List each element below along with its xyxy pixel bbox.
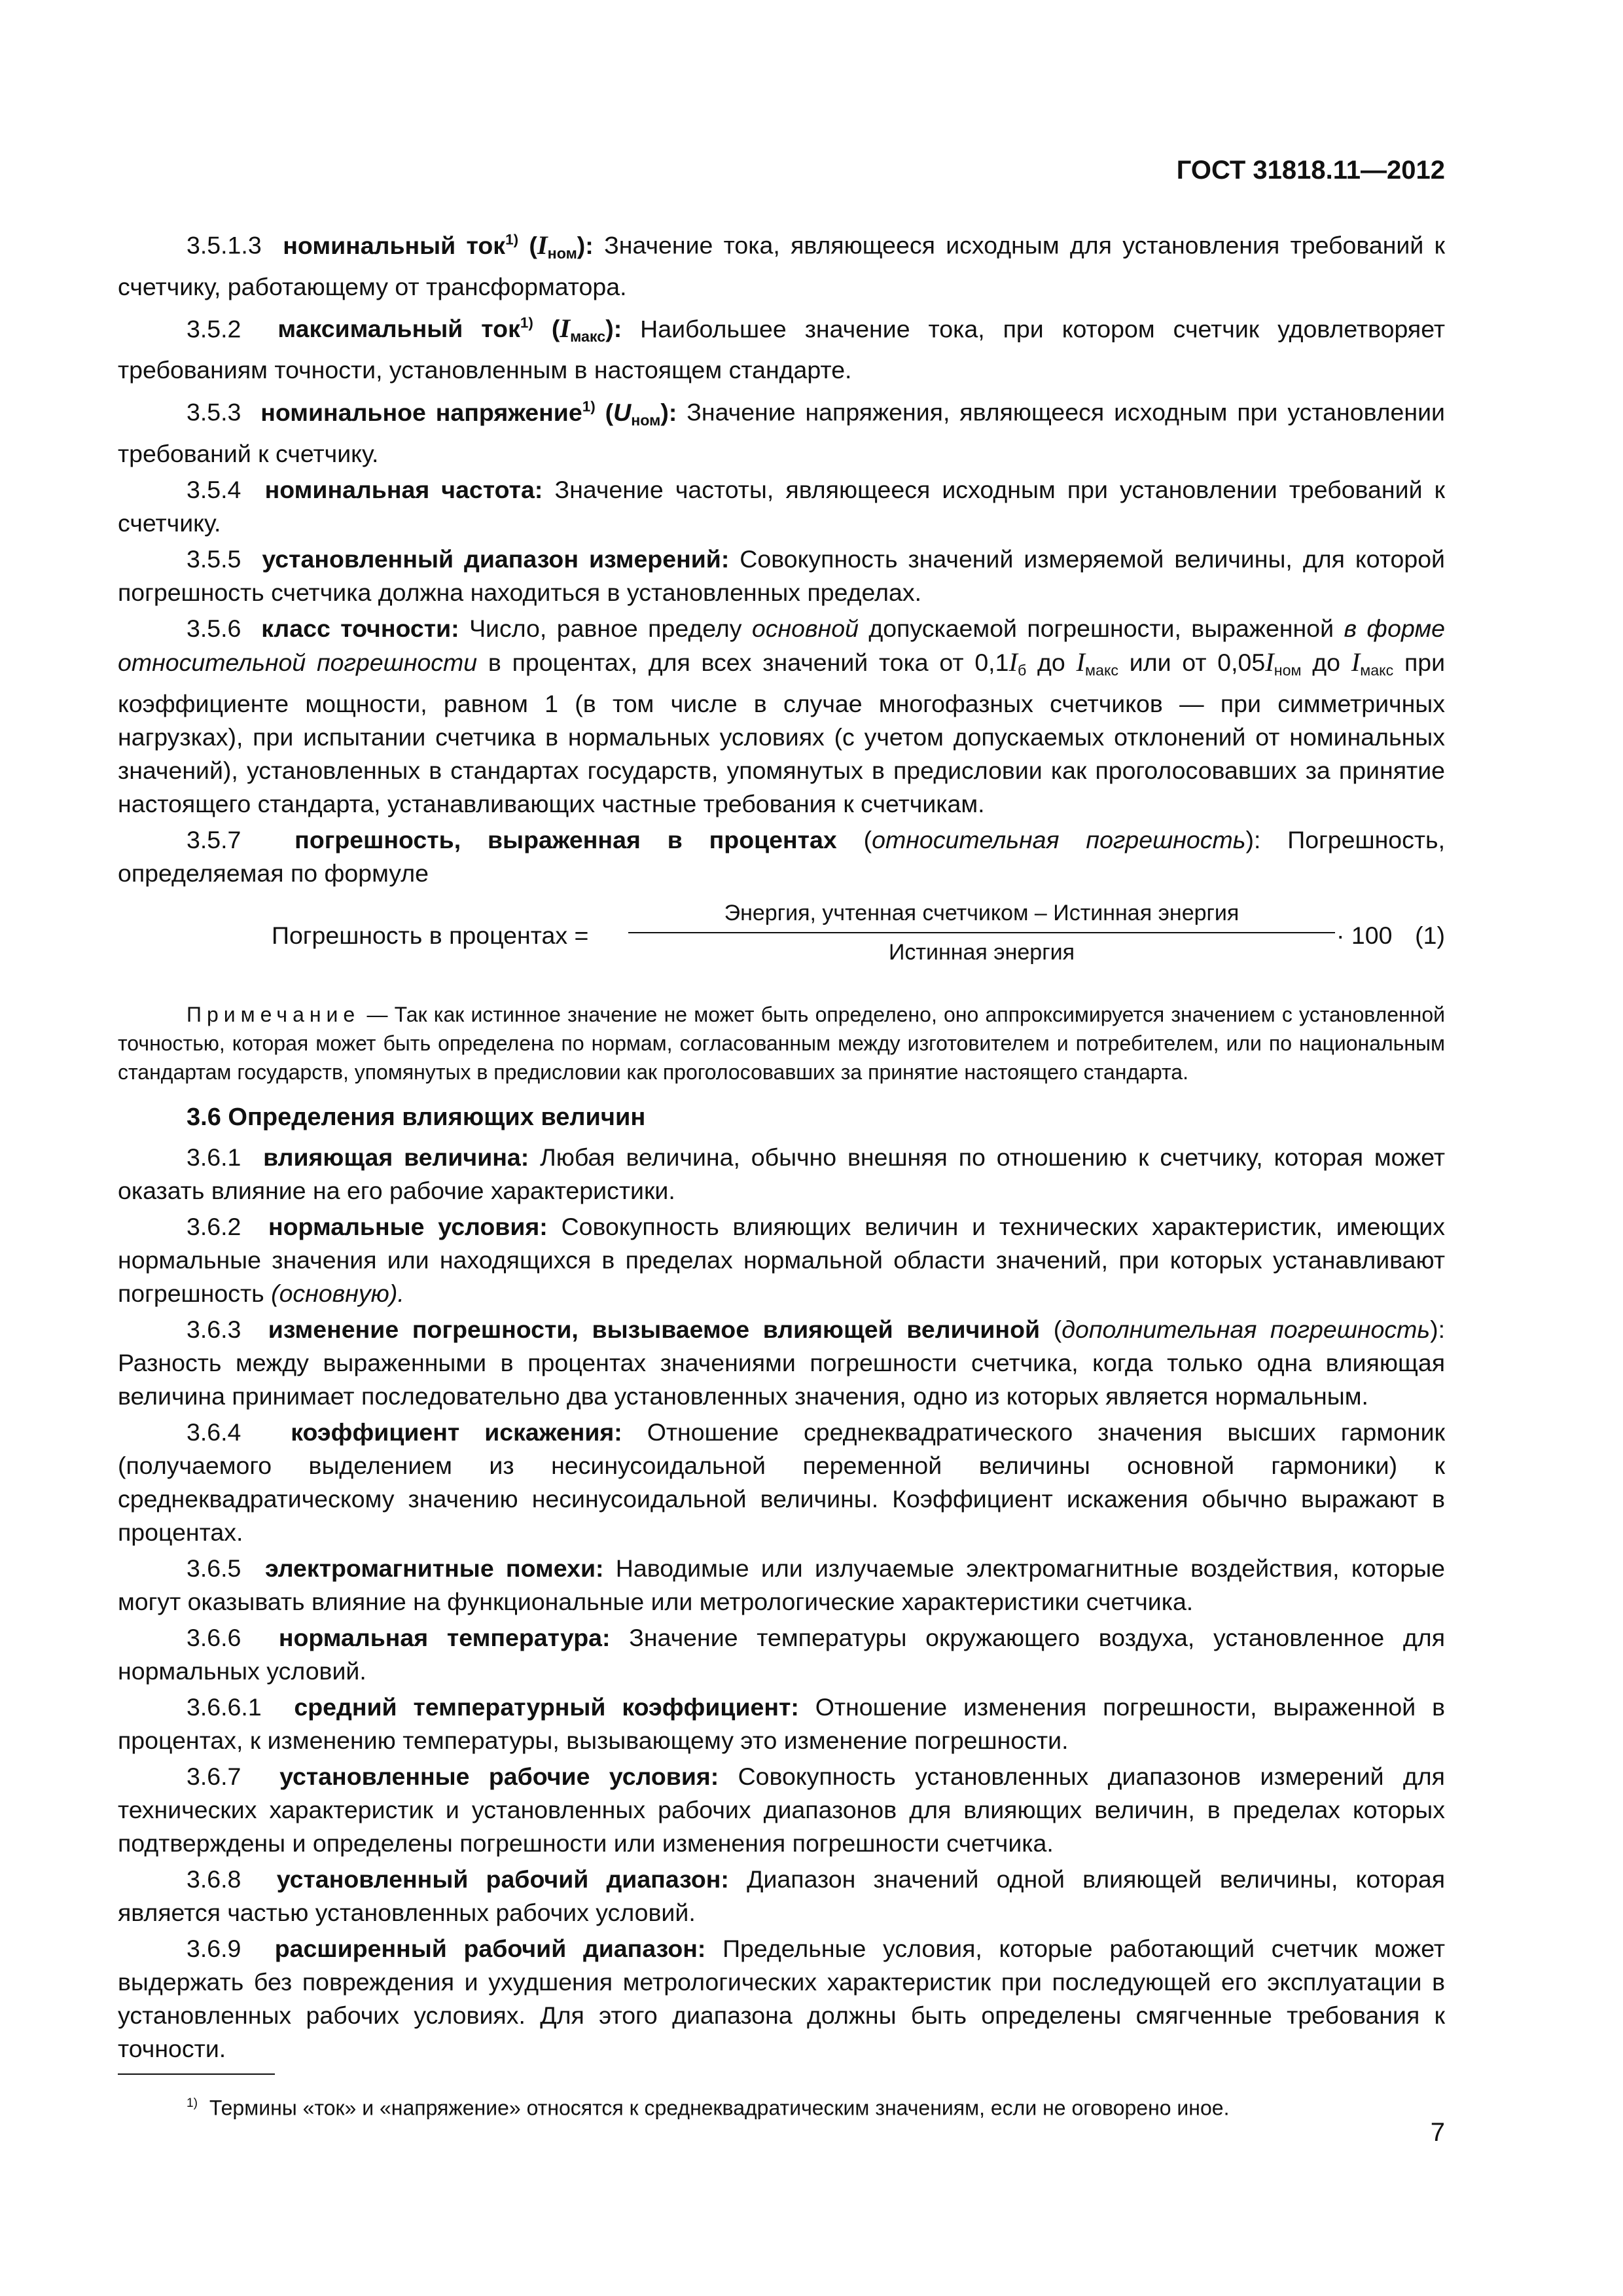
definition-text: Отношение изменения погрешности, выраженной в процентах, к изменению температуры, вызывающему это изменение погрешности.: [118, 1693, 1445, 1754]
formula-numerator: Энергия, учтенная счетчиком – Истинная энергия: [724, 900, 1240, 925]
clause-number: 3.5.1.3: [187, 231, 262, 259]
term: установленные рабочие условия:: [279, 1762, 719, 1790]
definition-3-6-6: [118, 1621, 1445, 1688]
term: средний температурный коэффициент:: [294, 1693, 799, 1721]
term: номинальная частота:: [264, 475, 543, 503]
term: нормальные условия:: [268, 1212, 548, 1240]
definition-text: Разность между выраженными в процентах значениями погрешности счетчика, когда только одна влияющая величина принимает последовательно два установленных значения, одно из которых является нормальным.: [118, 1348, 1445, 1410]
definition-text: Наибольшее значение тока, при котором счетчик удовлетворяет требованиям точности, установленным в настоящем стандарте.: [118, 315, 1445, 384]
definition-3-6-4: [118, 1416, 1445, 1549]
definition-text: Совокупность установленных диапазонов измерений для технических характеристик и установленных рабочих диапазонов для влияющих величин, в пределах которых подтверждены и определены погрешности или изменения погрешности счетчика.: [118, 1762, 1445, 1857]
term: нормальная температура:: [278, 1623, 611, 1651]
definition-text: Любая величина, обычно внешняя по отношению к счетчику, которая может оказать влияние на его рабочие характеристики.: [118, 1143, 1445, 1204]
definition-3-5-4: [118, 473, 1445, 540]
formula-denominator: Истинная энергия: [888, 939, 1075, 965]
term: расширенный рабочий диапазон:: [274, 1934, 706, 1962]
definition-3-5-7: 3.5.7 погрешность, выраженная в процентах (относительная погрешность): Погрешность, определяемая по формуле: [118, 825, 1446, 887]
definition-3-6-7: [118, 1760, 1445, 1860]
page-number: 7: [1430, 2118, 1445, 2147]
clause-number: 3.5.2: [187, 315, 241, 343]
formula-factor: · 100: [1336, 921, 1393, 949]
clause-number: 3.6.6.1: [187, 1693, 262, 1721]
definition-3-6-9: [118, 1932, 1445, 2066]
term: коэффициент искажения:: [291, 1418, 622, 1446]
clause-number: 3.6.2: [187, 1212, 241, 1240]
clause-number: 3.6.4: [187, 1418, 241, 1446]
definition-text: Диапазон значений одной влияющей величины, которая является частью установленных рабочих условий.: [118, 1865, 1446, 1926]
definition-text: Отношение среднеквадратического значения высших гармоник (получаемого выделением из несинусоидальной переменной величины основной гармоники) к среднеквадратическому значению несинусоидальной величины. Коэффициент искажения обычно выражают в процентах.: [118, 1418, 1445, 1546]
clause-number: 3.5.5: [187, 545, 241, 573]
term: номинальное напряжение$^{1)}$ $(U_{ном})$:: [260, 398, 677, 429]
definition-text: Значение частоты, являющееся исходным при установлении требований к счетчику.: [118, 475, 1446, 537]
definition-text: Совокупность влияющих величин и технических характеристик, имеющих нормальные значения или находящихся в пределах нормальной области значений, при которых устанавливают погрешность: [118, 1212, 1446, 1307]
definition-3-5-1-3: [118, 223, 1445, 304]
term: класс точности:: [261, 614, 459, 642]
footnote: [187, 2089, 1445, 2122]
document-header: ГОСТ 31818.11—2012: [1176, 156, 1445, 185]
fraction-bar: [628, 932, 1335, 933]
definition-3-5-2: [118, 306, 1445, 387]
note: [118, 1000, 1445, 1086]
definition-text: Значение напряжения, являющееся исходным при установлении требований к счетчику.: [118, 398, 1446, 467]
definition-3-6-1: [118, 1141, 1445, 1208]
formula-left-side: Погрешность в процентах =: [272, 921, 589, 949]
term: электромагнитные помехи:: [264, 1554, 604, 1582]
term: установленный диапазон измерений:: [262, 545, 730, 573]
definition-3-6-2: 3.6.2 нормальные условия: Совокупность влияющих величин и технических характеристик, имеющих нормальные значения или находящихся в пределах нормальной области значений, при которых устанавливают погрешность (основную).: [118, 1212, 1446, 1307]
term: максимальный ток$^{1)}$ $(I_{макс})$:: [277, 314, 622, 346]
note-text: — Так как истинное значение не может быть определено, оно аппроксимируется значением с установленной точностью, которая может быть определена по нормам, согласованным между изготовителем и потребителем, или по национальным стандартам государств, упомянутых в предисловии как проголосовавших за принятие настоящего стандарта.: [118, 1002, 1446, 1084]
clause-number: 3.6.5: [187, 1554, 241, 1582]
definition-text: Совокупность значений измеряемой величины, для которой погрешность счетчика должна находиться в установленных пределах.: [118, 545, 1445, 606]
clause-number: 3.6.6: [187, 1623, 241, 1651]
definition-text: Значение температуры окружающего воздуха, установленное для нормальных условий.: [118, 1623, 1445, 1685]
section-heading: 3.6 Определения влияющих величин: [187, 1103, 646, 1131]
note-label: Примечание: [187, 1002, 361, 1026]
term: установленный рабочий диапазон:: [276, 1865, 729, 1893]
clause-number: 3.5.4: [187, 475, 241, 503]
definition-3-6-3: 3.6.3 изменение погрешности, вызываемое влияющей величиной (дополнительная погрешность): Разность между выраженными в процентах значениями погрешности счетчика, когда только одна влияющая величина принимает последовательно два установленных значения, одно из которых является нормальным.: [118, 1315, 1445, 1410]
formula-number: (1): [1415, 921, 1445, 949]
clause-number: 3.6.9: [187, 1934, 241, 1962]
definition-3-5-5: [118, 543, 1445, 609]
formula-1: [118, 897, 1445, 980]
footnote-separator: [118, 2073, 275, 2075]
clause-number: 3.5.3: [187, 398, 241, 426]
definition-3-5-6: 3.5.6 класс точности: Число, равное пределу основной допускаемой погрешности, выраженной в форме относительной погрешности в процентах, для всех значений тока от $0,1I_б$ до $I_{макс}$ или от $0,05I_{ном}$ до $I_{макс}$ при коэффициенте мощности, равном 1 (в том числе в случае многофазных счетчиков — при симметричных нагрузках), при испытании счетчика в нормальных условиях (с учетом допускаемых отклонений от номинальных значений), установленных в стандартах государств, упомянутых в предисловии как проголосовавших за принятие настоящего стандарта, устанавливающих частные требования к счетчикам.: [118, 614, 1446, 817]
definition-3-6-6-1: [118, 1691, 1445, 1757]
term: номинальный ток$^{1)}$ $(I_{ном})$:: [283, 230, 594, 262]
definition-text: Наводимые или излучаемые электромагнитные воздействия, которые могут оказывать влияние на функциональные или метрологические характеристики счетчика.: [118, 1554, 1445, 1615]
footnote-mark: 1): [187, 2096, 198, 2110]
formula-fraction: [628, 897, 1335, 969]
footnote-text: Термины «ток» и «напряжение» относятся к среднеквадратическим значениям, если не оговорено иное.: [209, 2096, 1230, 2120]
term: изменение погрешности, вызываемое влияющей величиной: [268, 1315, 1041, 1343]
clause-number: 3.5.6: [187, 614, 241, 642]
clause-number: 3.6.3: [187, 1315, 241, 1343]
definition-text: Предельные условия, которые работающий счетчик может выдержать без повреждения и ухудшения метрологических характеристик при последующей его эксплуатации в установленных рабочих условиях. Для этого диапазона должны быть определены смягченные требования к точности.: [118, 1934, 1446, 2062]
definition-3-6-8: [118, 1863, 1445, 1929]
definition-3-6-5: [118, 1552, 1445, 1619]
definition-text: Погрешность, определяемая по формуле: [118, 825, 1446, 887]
term: погрешность, выраженная в процентах: [294, 825, 837, 853]
definition-3-5-3: [118, 389, 1445, 471]
term: влияющая величина:: [263, 1143, 529, 1171]
page-content: [118, 223, 1445, 2122]
clause-number: 3.6.7: [187, 1762, 241, 1790]
clause-number: 3.6.1: [187, 1143, 241, 1171]
definition-text: Значение тока, являющееся исходным для установления требований к счетчику, работающему от трансформатора.: [118, 231, 1446, 300]
clause-number: 3.5.7: [187, 825, 241, 853]
clause-number: 3.6.8: [187, 1865, 241, 1893]
